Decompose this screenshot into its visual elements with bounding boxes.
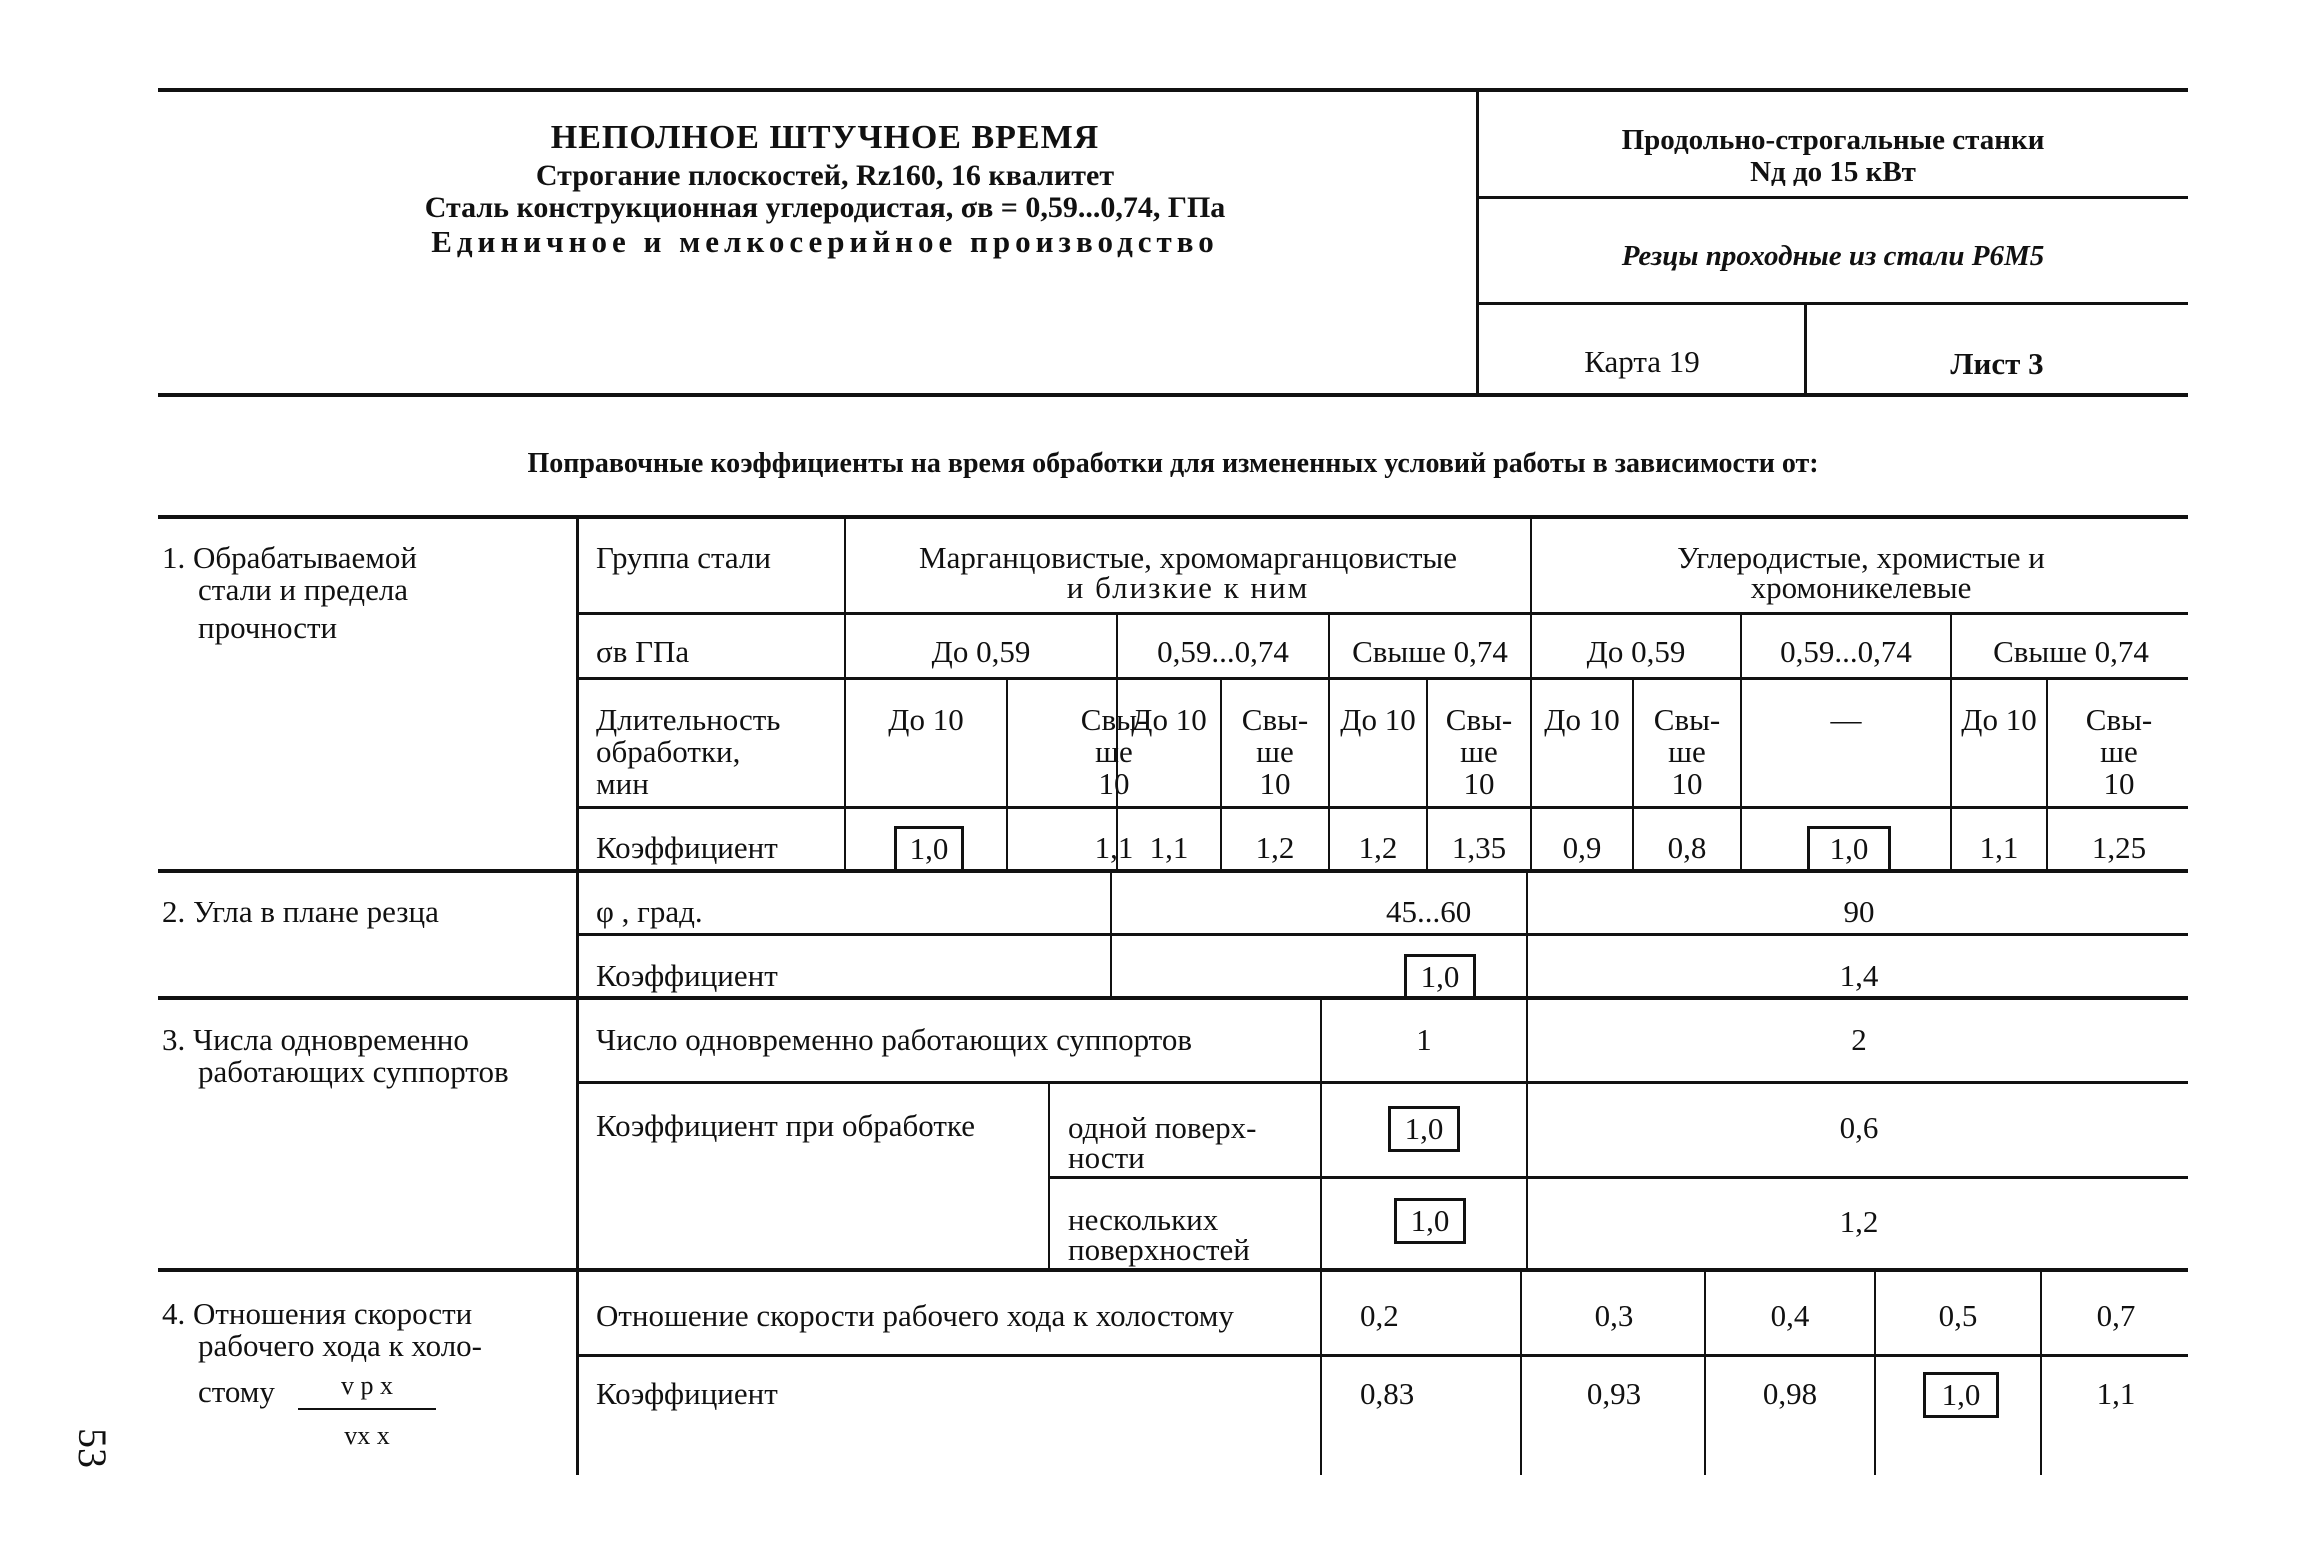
speed-ratio-label: Отношение скорости рабочего хода к холостому <box>596 1298 1234 1333</box>
s4-v-5 <box>2040 1270 2042 1475</box>
header-divider <box>1476 92 1479 393</box>
s1-v-d2 <box>1006 679 1008 871</box>
header-card-divider <box>1804 304 1807 393</box>
production-type: Единичное и мелкосерийное производство <box>431 224 1219 259</box>
duration-cell: До 10 <box>888 702 964 737</box>
multi-surface-coef-b: 1,2 <box>1839 1204 1879 1239</box>
duration-cell: Свы- <box>1080 702 1148 737</box>
section2-label: 2. Угла в плане резца <box>162 894 439 929</box>
speed-ratio-cell: 0,3 <box>1594 1298 1634 1333</box>
s4-coef-label: Коэффициент <box>596 1376 778 1411</box>
duration-cell: ше <box>1460 734 1498 769</box>
section4-label-line1: 4. Отношения скорости <box>162 1296 473 1331</box>
section1-label-line2: стали и предела <box>198 572 409 607</box>
s4-mid-rule <box>578 1354 2188 1357</box>
coefficient-cell-boxed: 1,0 <box>1807 826 1891 872</box>
s4-coefficient-cell: 0,98 <box>1762 1376 1818 1411</box>
coefficient-cell: 1,25 <box>2091 830 2147 865</box>
sigma-label: σв ГПа <box>596 634 690 669</box>
section1-label-line3: прочности <box>198 610 338 645</box>
coefficient-cell: 0,9 <box>1562 830 1602 865</box>
steel-group-b-line2: хромоникелевые <box>1750 570 1972 605</box>
s1-v-d4 <box>1220 679 1222 871</box>
coefficient-cell: 1,35 <box>1451 830 1507 865</box>
speed-ratio-cell: 0,7 <box>2096 1298 2136 1333</box>
s2-coef-a-boxed: 1,0 <box>1404 954 1476 1000</box>
header-bottom-rule <box>158 393 2188 397</box>
s1-coef-label: Коэффициент <box>596 830 778 865</box>
duration-label-line3: мин <box>596 766 649 801</box>
duration-cell: Свы- <box>1241 702 1309 737</box>
s1-v-group <box>844 517 846 871</box>
header-top-rule <box>158 88 2188 92</box>
tool-type: Резцы проходные из стали Р6М5 <box>1621 240 2045 272</box>
coefficient-cell: 1,1 <box>1979 830 2019 865</box>
coefficient-cell-boxed: 1,0 <box>894 826 964 872</box>
page-title: НЕПОЛНОЕ ШТУЧНОЕ ВРЕМЯ <box>550 119 1100 156</box>
support-count-label: Число одновременно работающих суппортов <box>596 1022 1192 1057</box>
fraction-numerator: v р х <box>341 1371 393 1400</box>
phi-value-a: 45...60 <box>1386 894 1472 929</box>
duration-cell: Свы- <box>2085 702 2153 737</box>
s1-rule-sigma <box>578 677 2188 680</box>
s2-mid-rule <box>578 933 2188 936</box>
section3-label-line1: 3. Числа одновременно <box>162 1022 469 1057</box>
section3-label-line2: работающих суппортов <box>198 1054 509 1089</box>
coefficient-cell: 1,1 <box>1094 830 1134 865</box>
s3-rule-1 <box>578 1081 2188 1084</box>
duration-cell: 10 <box>1259 766 1291 801</box>
duration-cell: Свы- <box>1445 702 1513 737</box>
speed-ratio-cell: 0,4 <box>1770 1298 1810 1333</box>
s1-rule-group <box>578 612 2188 615</box>
duration-cell: ше <box>2100 734 2138 769</box>
s4-v-4 <box>1874 1270 1876 1475</box>
header-rule-2 <box>1478 196 2188 199</box>
s1-v-r6 <box>1950 614 1952 871</box>
s1-v-r5 <box>1740 614 1742 871</box>
range-a3: Свыше 0,74 <box>1352 634 1508 669</box>
s4-v-1 <box>1320 1270 1322 1475</box>
steel-group-label: Группа стали <box>596 540 772 575</box>
duration-cell: ше <box>1095 734 1133 769</box>
s1-v-groupb <box>1530 517 1532 871</box>
steel-group-a-line1: Марганцовистые, хромомарганцовистые <box>919 540 1457 575</box>
support-count-a: 1 <box>1416 1022 1432 1057</box>
one-surface-coef-b: 0,6 <box>1839 1110 1879 1145</box>
s4-coefficient-cell: 1,1 <box>2096 1376 2136 1411</box>
s1-rule-duration <box>578 806 2188 809</box>
s3-v-b <box>1526 998 1528 1270</box>
phi-value-b: 90 <box>1843 894 1875 929</box>
s3-coef-label: Коэффициент при обработке <box>596 1108 975 1143</box>
s4-coefficient-cell: 0,93 <box>1586 1376 1642 1411</box>
section1-label-line1: 1. Обрабатываемой <box>162 540 417 575</box>
support-count-b: 2 <box>1851 1022 1867 1057</box>
duration-cell: — <box>1830 702 1862 737</box>
range-a2: 0,59...0,74 <box>1157 634 1289 669</box>
page-subtitle-2: Сталь конструкционная углеродистая, σв = 0,59...0,74, ГПа <box>424 191 1226 224</box>
s1-v-d8 <box>1632 679 1634 871</box>
s4-v-2 <box>1520 1270 1522 1475</box>
multi-surface-coef-a-boxed: 1,0 <box>1394 1198 1466 1244</box>
steel-group-a-line2: и близкие к ним <box>1066 570 1310 605</box>
coefficient-cell: 1,2 <box>1358 830 1398 865</box>
phi-label: φ , град. <box>596 894 703 929</box>
duration-cell: До 10 <box>1544 702 1620 737</box>
duration-cell: До 10 <box>1131 702 1207 737</box>
range-b3: Свыше 0,74 <box>1993 634 2149 669</box>
table-caption: Поправочные коэффициенты на время обработки для измененных условий работы в зависимости от: <box>527 448 1819 479</box>
s4-coefficient-cell: 0,83 <box>1360 1376 1415 1411</box>
section4-label-line3: стому <box>198 1374 275 1409</box>
coefficient-cell: 0,8 <box>1667 830 1707 865</box>
section4-label-line2: рабочего хода к холо- <box>198 1328 482 1363</box>
duration-cell: 10 <box>1463 766 1495 801</box>
s4-v-3 <box>1704 1270 1706 1475</box>
machine-power: Nд до 15 кВт <box>1750 156 1916 188</box>
s3-v-a <box>1320 998 1322 1270</box>
steel-group-b-line1: Углеродистые, хромистые и <box>1677 540 2045 575</box>
fraction-denominator: vх х <box>344 1421 390 1450</box>
range-b1: До 0,59 <box>1586 634 1686 669</box>
duration-cell: Свы- <box>1653 702 1721 737</box>
one-surface-coef-a-boxed: 1,0 <box>1388 1106 1460 1152</box>
s3-rule-2 <box>1050 1176 2188 1179</box>
range-b2: 0,59...0,74 <box>1780 634 1912 669</box>
duration-cell: 10 <box>1098 766 1130 801</box>
header-rule-3 <box>1478 302 2188 305</box>
section2-bottom-rule <box>158 996 2188 1000</box>
s1-v-d11 <box>2046 679 2048 871</box>
multi-surface-line1: нескольких <box>1068 1202 1219 1237</box>
duration-cell: 10 <box>1671 766 1703 801</box>
one-surface-line1: одной поверх- <box>1068 1110 1257 1145</box>
s1-v-d6 <box>1426 679 1428 871</box>
page-subtitle-1: Строгание плоскостей, Rz160, 16 квалитет <box>535 159 1115 192</box>
one-surface-line2: ности <box>1068 1140 1145 1175</box>
multi-surface-line2: поверхностей <box>1068 1232 1250 1267</box>
coefficient-cell: 1,2 <box>1255 830 1295 865</box>
table-top-rule <box>158 515 2188 519</box>
duration-cell: ше <box>1256 734 1294 769</box>
coefficient-cell: 1,1 <box>1149 830 1189 865</box>
duration-cell: До 10 <box>1340 702 1416 737</box>
speed-ratio-cell: 0,2 <box>1360 1298 1399 1333</box>
duration-cell: ше <box>1668 734 1706 769</box>
section3-bottom-rule <box>158 1268 2188 1272</box>
s2-coef-label: Коэффициент <box>596 958 778 993</box>
s1-v-r3 <box>1328 614 1330 871</box>
fraction-bar <box>298 1408 436 1410</box>
duration-label-line2: обработки, <box>596 734 741 769</box>
sheet-number: Лист 3 <box>1950 346 2044 381</box>
card-number: Карта 19 <box>1584 344 1700 379</box>
page-number: 53 <box>70 1428 115 1468</box>
s2-coef-b: 1,4 <box>1839 958 1879 993</box>
duration-label-line1: Длительность <box>596 702 781 737</box>
duration-cell: 10 <box>2103 766 2135 801</box>
s4-coefficient-cell-boxed: 1,0 <box>1923 1372 1999 1418</box>
speed-ratio-cell: 0,5 <box>1938 1298 1978 1333</box>
range-a1: До 0,59 <box>931 634 1031 669</box>
duration-cell: До 10 <box>1961 702 2037 737</box>
machine-type: Продольно-строгальные станки <box>1621 124 2045 156</box>
